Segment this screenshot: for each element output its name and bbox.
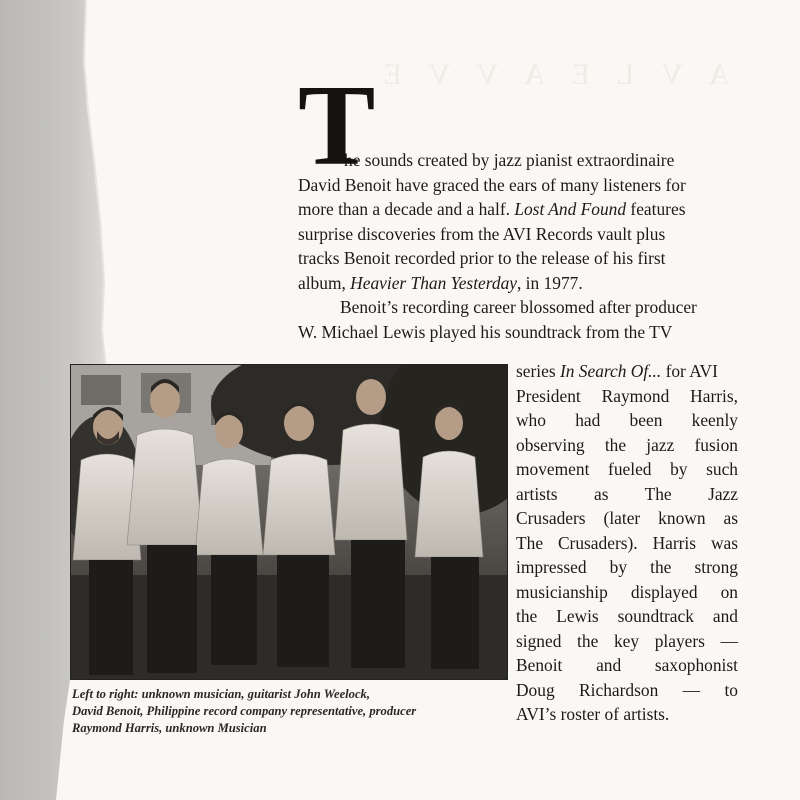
right-line-2: President Raymond Harris,: [516, 385, 738, 406]
right-line-6: artists as The Jazz: [516, 483, 738, 504]
show-through-text: A V L E A V V E: [373, 58, 730, 91]
intro-line-8: W. Michael Lewis played his soundtrack from the TV: [298, 321, 673, 342]
band-photo-image: [71, 365, 507, 679]
photo-caption: [72, 686, 512, 737]
intro-line-7: Benoit’s recording career blossomed after producer: [340, 297, 697, 317]
show-title-in-search-of: In Search Of...: [559, 361, 662, 381]
band-photo: [70, 364, 508, 680]
album-title-heavier: Heavier Than Yesterday: [350, 272, 517, 293]
right-line-15: AVI’s roster of artists.: [516, 704, 670, 724]
right-line-7: Crusaders (later known as: [516, 508, 738, 528]
caption-line-2: David Benoit, Philippine record company representative, producer: [72, 704, 417, 718]
drop-cap: T: [298, 62, 376, 190]
intro-line-6: album, Heavier Than Yesterday, in 1977.: [298, 272, 583, 293]
intro-line-5: tracks Benoit recorded prior to the release of his first: [298, 248, 666, 268]
right-line-10: musicianship displayed on: [516, 581, 738, 602]
caption-line-3: Raymond Harris, unknown Musician: [72, 721, 267, 735]
intro-line-3: more than a decade and a half. Lost And Found features: [298, 199, 686, 219]
right-line-8: The Crusaders). Harris was: [516, 532, 738, 553]
right-line-5: movement fueled by such: [516, 459, 738, 479]
right-line-3: who had been keenly: [516, 410, 738, 430]
right-line-9: impressed by the strong: [516, 557, 738, 577]
right-line-4: observing the jazz fusion: [516, 434, 738, 455]
right-line-11: the Lewis soundtrack and: [516, 606, 738, 626]
right-column-text: [516, 359, 738, 727]
intro-line-1: he sounds created by jazz pianist extraordinaire: [344, 150, 675, 170]
intro-line-4: surprise discoveries from the AVI Records vault plus: [298, 223, 666, 244]
right-line-12: signed the key players —: [516, 630, 738, 651]
right-line-13: Benoit and saxophonist: [516, 655, 738, 675]
album-title-lost-and-found: Lost And Found: [514, 199, 627, 219]
right-line-14: Doug Richardson — to: [516, 679, 738, 700]
caption-line-1: Left to right: unknown musician, guitarist John Weelock,: [72, 687, 370, 701]
right-line-1: series In Search Of... for AVI: [516, 361, 718, 381]
intro-line-2: David Benoit have graced the ears of many listeners for: [298, 174, 686, 195]
